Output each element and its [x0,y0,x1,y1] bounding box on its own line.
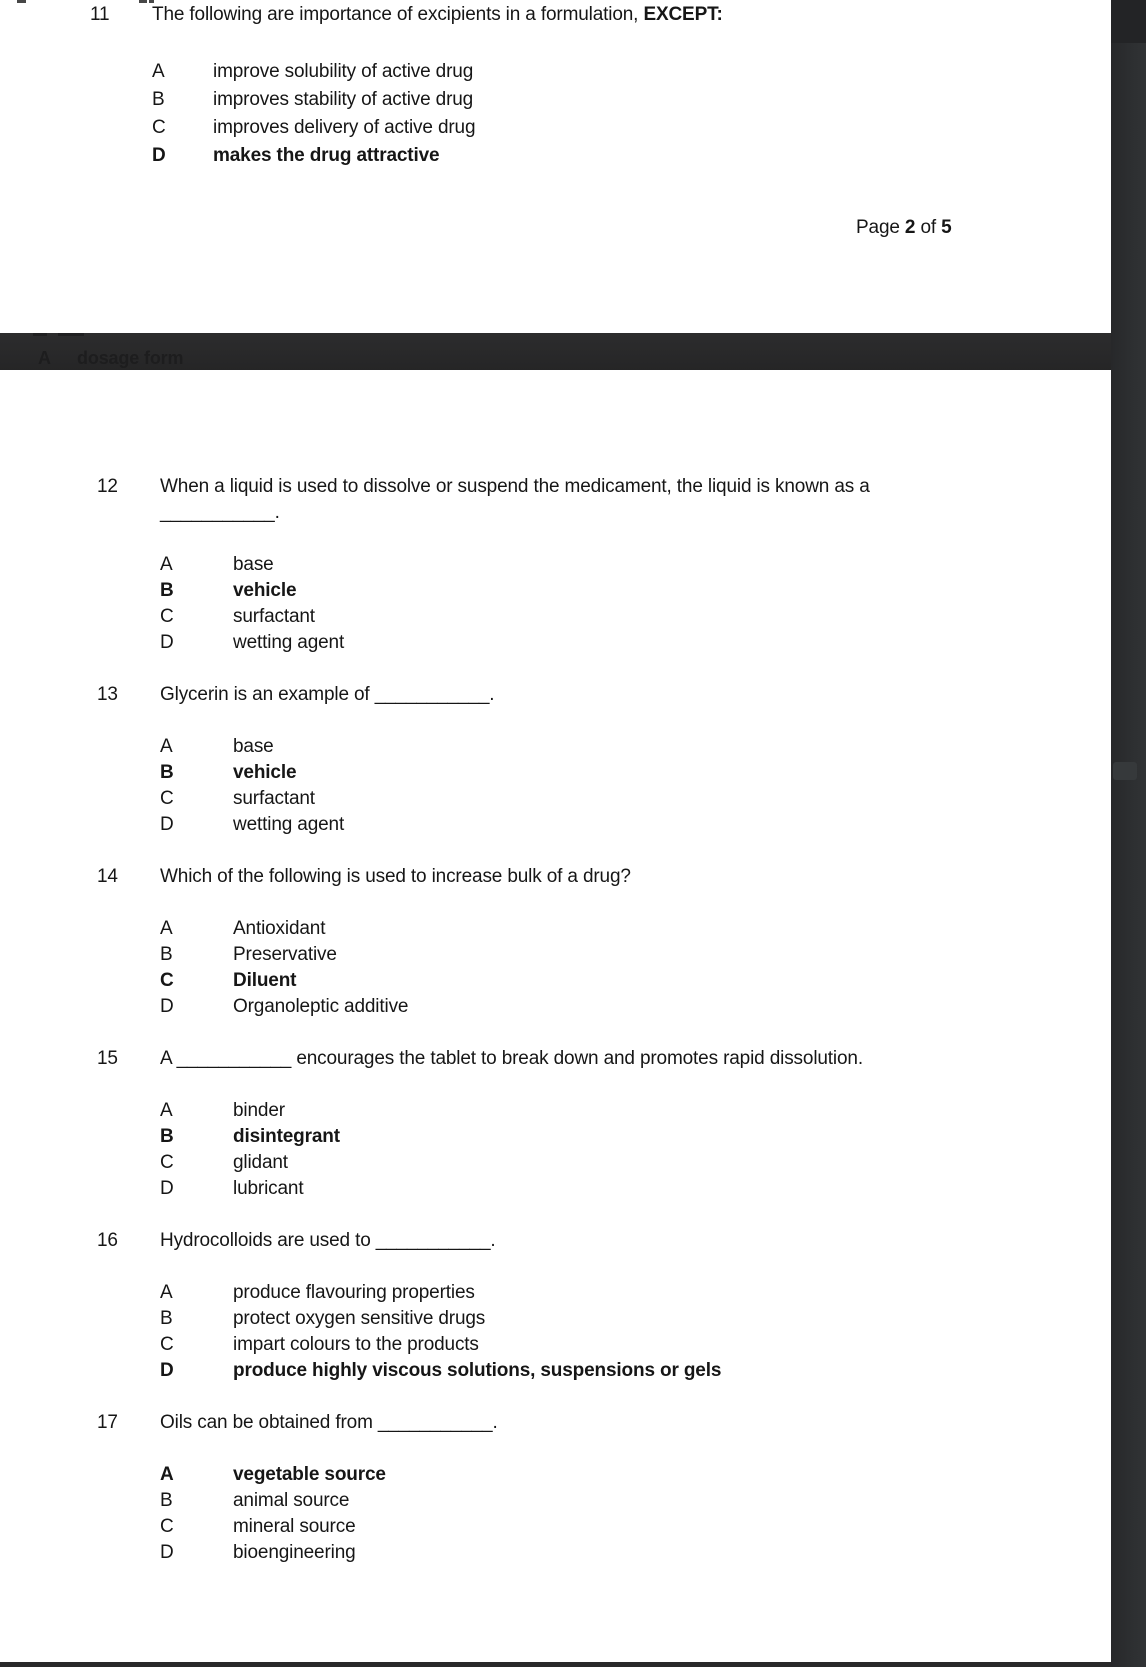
options-list [160,1462,1081,1566]
question-block [97,1410,1081,1566]
option-text: surfactant [233,606,315,627]
page-3 [0,370,1111,1664]
option-letter: A [160,554,173,575]
question-head [97,682,1081,708]
question-block [97,474,1081,656]
option-text: mineral source [233,1516,356,1537]
question-text-segment: ___________. [160,502,280,523]
question-text-segment: The following are importance of excipients in a formulation, [152,4,644,25]
option-letter: C [160,970,174,991]
option-letter: A [160,918,173,939]
question-number: 12 [97,476,118,497]
option-row [160,1124,1081,1150]
option-letter: B [160,1308,173,1329]
option-row [152,114,1081,142]
option-text: vegetable source [233,1464,386,1485]
option-row [160,1488,1081,1514]
ghost-option-text: dosage form [77,348,184,368]
option-letter: D [160,1178,174,1199]
ghost-option-letter: A [38,348,51,368]
option-letter: D [152,145,166,166]
question-text-segment: When a liquid is used to dissolve or suspend the medicament, the liquid is known as a [160,476,870,497]
question-line [152,2,1081,28]
option-row [160,786,1081,812]
option-row [152,142,1081,170]
option-letter: D [160,996,174,1017]
option-row [160,1332,1081,1358]
option-text: impart colours to the products [233,1334,479,1355]
question-text [160,682,1081,708]
footer-text-segment: 2 [904,217,916,238]
option-text: wetting agent [233,632,345,653]
question-text-segment: A ___________ encourages the tablet to break down and promotes rapid dissolution. [160,1048,863,1069]
option-text: lubricant [233,1178,304,1199]
option-letter: D [160,1360,174,1381]
clipped-text-artifact [149,0,154,3]
option-row [160,1462,1081,1488]
question-text [160,1046,1081,1072]
question-head [90,2,1081,28]
question-line [160,1046,1081,1072]
option-row [160,734,1081,760]
viewer-background-strip [1111,0,1146,1667]
option-row [160,1098,1081,1124]
question-text [160,1228,1081,1254]
scrollbar-thumb[interactable] [1113,762,1137,780]
clipped-text-artifact [58,333,84,336]
option-text: protect oxygen sensitive drugs [233,1308,486,1329]
option-row [160,942,1081,968]
option-text: improve solubility of active drug [213,61,474,82]
option-letter: D [160,1542,174,1563]
question-text [160,864,1081,890]
option-row [160,552,1081,578]
option-letter: B [160,944,173,965]
question-head [97,1046,1081,1072]
question-text-segment: EXCEPT: [643,4,723,25]
footer-text-segment: 5 [941,217,952,238]
option-text: Preservative [233,944,337,965]
option-row [160,812,1081,838]
page-gap-separator [0,333,1111,370]
option-letter: C [152,117,166,138]
option-row [160,1150,1081,1176]
clipped-text-artifact [33,333,47,336]
option-text: makes the drug attractive [213,145,440,166]
question-text [160,474,1081,526]
option-text: Diluent [233,970,297,991]
footer-text-segment: Page [856,217,905,238]
question-number: 17 [97,1412,118,1433]
options-list [160,916,1081,1020]
option-text: produce highly viscous solutions, suspensions or gels [233,1360,722,1381]
question-block [97,682,1081,838]
options-list [160,1280,1081,1384]
option-text: base [233,736,274,757]
question-number: 15 [97,1048,118,1069]
question-text [160,1410,1081,1436]
option-row [152,58,1081,86]
question-head [97,864,1081,890]
question-text [152,2,1081,28]
question-text-segment: Glycerin is an example of ___________. [160,684,495,705]
option-letter: A [152,61,165,82]
option-letter: C [160,788,174,809]
question-head [97,474,1081,526]
option-text: improves delivery of active drug [213,117,476,138]
question-head [97,1228,1081,1254]
viewer-corner-shade [1111,0,1146,43]
question-number: 13 [97,684,118,705]
clipped-text-artifact [139,0,147,3]
option-letter: B [160,762,174,783]
option-text: improves stability of active drug [213,89,474,110]
option-row [160,994,1081,1020]
question-number: 16 [97,1230,118,1251]
option-text: Antioxidant [233,918,326,939]
option-text: base [233,554,274,575]
option-text: surfactant [233,788,315,809]
clipped-text-artifact [17,0,26,3]
option-row [160,1280,1081,1306]
option-letter: A [160,736,173,757]
footer-text-segment: of [915,217,942,238]
option-text: glidant [233,1152,288,1173]
option-letter: B [152,89,165,110]
option-row [160,1176,1081,1202]
page-number-footer [856,216,952,240]
question-line [160,1228,1081,1254]
question-line [160,864,1081,890]
option-row [160,1358,1081,1384]
option-letter: B [160,1126,174,1147]
question-text-segment: Oils can be obtained from ___________. [160,1412,498,1433]
question-line [160,474,1081,500]
next-page-gap [0,1662,1111,1667]
question-block [90,2,1081,170]
option-text: vehicle [233,580,297,601]
option-letter: A [160,1100,173,1121]
options-list [152,58,1081,170]
question-block [97,1046,1081,1202]
option-row [160,968,1081,994]
page-2-content [90,2,1081,170]
option-text: binder [233,1100,285,1121]
option-letter: C [160,1152,174,1173]
question-number: 11 [90,4,110,25]
question-line [160,1410,1081,1436]
option-letter: C [160,1334,174,1355]
option-row [160,604,1081,630]
option-row [160,1306,1081,1332]
question-block [97,864,1081,1020]
option-row [160,760,1081,786]
options-list [160,734,1081,838]
option-letter: D [160,632,174,653]
page-2 [0,0,1111,333]
option-letter: A [160,1282,173,1303]
option-text: disintegrant [233,1126,340,1147]
option-letter: C [160,1516,174,1537]
option-row [160,630,1081,656]
option-row [152,86,1081,114]
question-head [97,1410,1081,1436]
option-row [160,1540,1081,1566]
option-letter: A [160,1464,174,1485]
question-block [97,1228,1081,1384]
option-row [160,578,1081,604]
option-letter: B [160,580,174,601]
option-text: bioengineering [233,1542,356,1563]
option-text: animal source [233,1490,350,1511]
option-row [160,1514,1081,1540]
option-row [160,916,1081,942]
option-letter: C [160,606,174,627]
question-line [160,500,1081,526]
question-text-segment: Which of the following is used to increase bulk of a drug? [160,866,631,887]
question-text-segment: Hydrocolloids are used to ___________. [160,1230,496,1251]
option-text: wetting agent [233,814,345,835]
options-list [160,552,1081,656]
options-list [160,1098,1081,1202]
option-text: produce flavouring properties [233,1282,475,1303]
question-line [160,682,1081,708]
option-letter: D [160,814,174,835]
question-number: 14 [97,866,118,887]
option-text: Organoleptic additive [233,996,409,1017]
option-text: vehicle [233,762,297,783]
option-letter: B [160,1490,173,1511]
